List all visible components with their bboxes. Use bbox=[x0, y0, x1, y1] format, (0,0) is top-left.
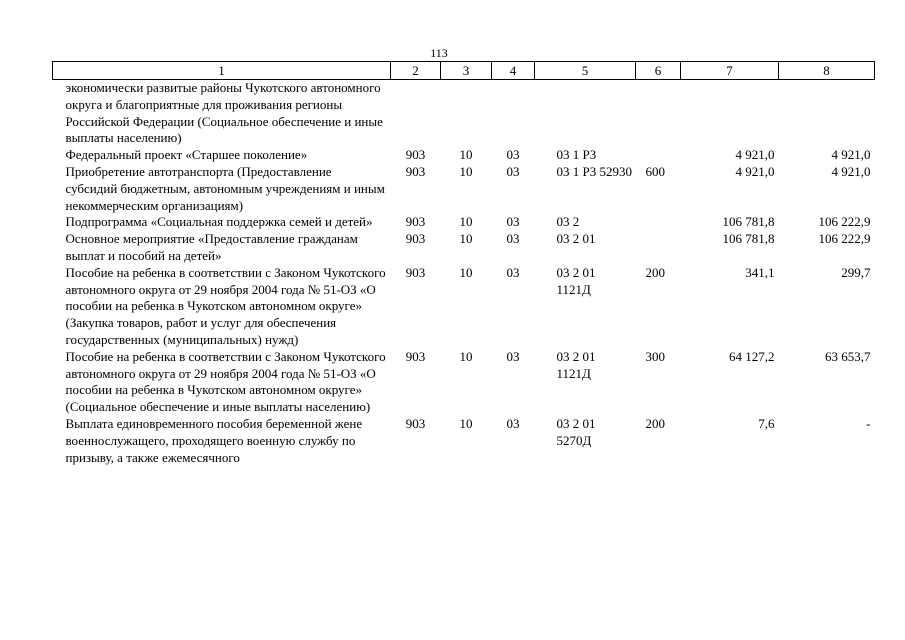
row-subsection: 03 bbox=[506, 264, 520, 280]
row-target-article bbox=[535, 80, 636, 148]
header-col-4: 4 bbox=[492, 62, 535, 80]
header-col-6: 6 bbox=[636, 62, 681, 80]
table-row bbox=[53, 416, 875, 466]
row-section: 10 bbox=[459, 231, 473, 247]
row-ministry: 903 bbox=[405, 147, 426, 163]
row-subsection bbox=[492, 80, 535, 148]
row-amount-executed bbox=[779, 80, 875, 148]
row-target-article: 03 1 P3 bbox=[556, 147, 597, 163]
row-subsection: 03 bbox=[506, 415, 520, 431]
row-subsection: 03 bbox=[506, 147, 520, 163]
row-amount-executed: 4 921,0 bbox=[831, 147, 871, 163]
row-subsection: 03 bbox=[506, 348, 520, 364]
budget-table bbox=[52, 61, 875, 466]
row-target-article: 03 2 01 1121Д bbox=[556, 264, 596, 297]
row-target-article: 03 1 P3 52930 bbox=[556, 163, 632, 179]
table-header-row bbox=[53, 62, 875, 80]
row-name: Выплата единовременного пособия беременной жене военнослужащего, проходящего военную службу по призыву, а также ежемесячного bbox=[65, 415, 363, 465]
row-ministry: 903 bbox=[405, 348, 426, 364]
row-name: Основное мероприятие «Предоставление гражданам выплат и пособий на детей» bbox=[65, 231, 358, 263]
row-amount-executed: 299,7 bbox=[841, 264, 871, 280]
row-ministry: 903 bbox=[405, 163, 426, 179]
row-subsection: 03 bbox=[506, 163, 520, 179]
row-ministry: 903 bbox=[405, 231, 426, 247]
row-ministry: 903 bbox=[405, 264, 426, 280]
row-amount-executed: - bbox=[866, 415, 871, 431]
table-row bbox=[53, 214, 875, 231]
table-row bbox=[53, 147, 875, 164]
row-section: 10 bbox=[459, 214, 473, 230]
row-section: 10 bbox=[459, 348, 473, 364]
row-amount-planned: 64 127,2 bbox=[729, 348, 775, 364]
row-name: Федеральный проект «Старшее поколение» bbox=[65, 147, 308, 163]
row-expense-type: 200 bbox=[645, 415, 665, 431]
row-target-article: 03 2 01 bbox=[556, 231, 596, 247]
row-expense-type: 300 bbox=[645, 348, 665, 364]
row-amount-planned: 106 781,8 bbox=[722, 231, 775, 247]
row-subsection: 03 bbox=[506, 231, 520, 247]
row-expense-type: 600 bbox=[645, 163, 665, 179]
row-amount-planned: 106 781,8 bbox=[722, 214, 775, 230]
table-row bbox=[53, 80, 875, 148]
row-ministry: 903 bbox=[405, 214, 426, 230]
row-section: 10 bbox=[459, 163, 473, 179]
table-row bbox=[53, 265, 875, 349]
row-amount-executed: 106 222,9 bbox=[818, 231, 871, 247]
header-col-7: 7 bbox=[681, 62, 779, 80]
row-amount-planned: 7,6 bbox=[758, 415, 775, 431]
row-name: Пособие на ребенка в соответствии с Законом Чукотского автономного округа от 29 ноября 2004 года № 51-ОЗ «О пособии на ребенка в Чукотском автономном округе» (Закупка товаров, работ и услуг для обеспечения государственных (муниципальных) нужд) bbox=[65, 264, 386, 347]
page-number: 113 bbox=[430, 46, 448, 60]
row-ministry bbox=[391, 80, 441, 148]
row-amount-planned: 4 921,0 bbox=[735, 163, 775, 179]
row-amount-executed: 63 653,7 bbox=[825, 348, 871, 364]
row-expense-type: 200 bbox=[645, 264, 665, 280]
table-row bbox=[53, 349, 875, 416]
row-target-article: 03 2 01 5270Д bbox=[556, 415, 596, 448]
row-name: Пособие на ребенка в соответствии с Законом Чукотского автономного округа от 29 ноября 2004 года № 51-ОЗ «О пособии на ребенка в Чукотском автономном округе» (Социальное обеспечение и иные выплаты населению) bbox=[65, 348, 386, 415]
header-col-8: 8 bbox=[779, 62, 875, 80]
row-name: Приобретение автотранспорта (Предоставление субсидий бюджетным, автономным учреждениям и иным некоммерческим организациям) bbox=[65, 163, 385, 213]
row-section: 10 bbox=[459, 147, 473, 163]
row-amount-planned: 4 921,0 bbox=[735, 147, 775, 163]
row-target-article: 03 2 01 1121Д bbox=[556, 348, 596, 381]
row-expense-type bbox=[636, 147, 681, 164]
row-expense-type bbox=[636, 80, 681, 148]
header-col-2: 2 bbox=[391, 62, 441, 80]
row-amount-executed: 4 921,0 bbox=[831, 163, 871, 179]
row-expense-type bbox=[636, 214, 681, 231]
row-section: 10 bbox=[459, 264, 473, 280]
header-col-3: 3 bbox=[441, 62, 492, 80]
header-col-5: 5 bbox=[535, 62, 636, 80]
row-amount-executed: 106 222,9 bbox=[818, 214, 871, 230]
row-amount-planned: 341,1 bbox=[745, 264, 775, 280]
table-row bbox=[53, 164, 875, 214]
table-row bbox=[53, 231, 875, 265]
row-subsection: 03 bbox=[506, 214, 520, 230]
row-section: 10 bbox=[459, 415, 473, 431]
row-section bbox=[441, 80, 492, 148]
header-col-1: 1 bbox=[53, 62, 391, 80]
row-name: Подпрограмма «Социальная поддержка семей и детей» bbox=[65, 214, 373, 230]
row-name: экономически развитые районы Чукотского автономного округа и благоприятные для проживания регионы Российской Федерации (Социальное обеспечение и иные выплаты населению) bbox=[65, 80, 383, 146]
row-expense-type bbox=[636, 231, 681, 265]
row-amount-planned bbox=[681, 80, 779, 148]
row-target-article: 03 2 bbox=[556, 214, 580, 230]
row-ministry: 903 bbox=[405, 415, 426, 431]
